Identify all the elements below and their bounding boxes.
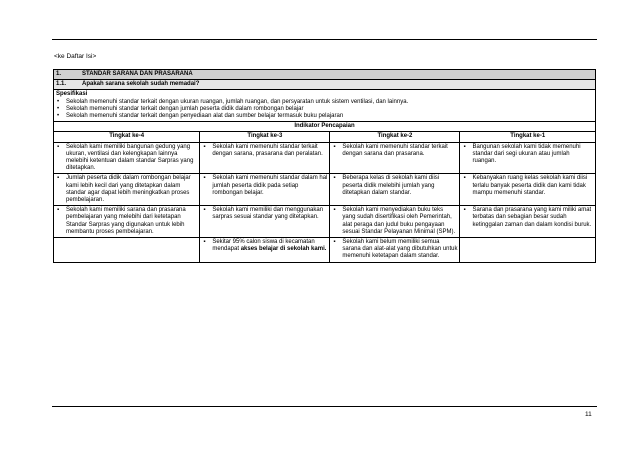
indicator-cell: ▪ Sekolah kami memiliki sarana dan prasarana pembelajaran yang melebihi dari ketetapan Standar Sarpras yang digunakan untuk lebih membantu proses pembelajaran. [57,207,186,235]
indicator-cell: ▪ Bangunan sekolah kami tidak memenuhi standar dari segi ukuran atau jumlah ruangan. [463,143,581,165]
table-row [54,142,596,174]
indicator-cell: ▪ Sekolah kami menyediakan buku teks yang sudah disertifikasi oleh Pemerintah, alat peraga dan judul buku pengayaan sesuai Standar Pelayanan Minimal (SPM). [333,207,456,235]
question-header [54,80,596,90]
spesifikasi-item: • Sekolah memenuhi standar terkait dengan jumlah peserta didik dalam rombongan belajar [57,105,304,112]
indicator-cell: ▪ Kebanyakan ruang kelas sekolah kami diisi terlalu banyak peserta didik dan kami tidak mampu memenuhi standar. [463,175,588,196]
level-header: Tingkat ke-1 [460,132,596,142]
section-title: STANDAR SARANA DAN PRASARANA [82,71,193,77]
table-row [54,238,596,263]
question-title: Apakah sarana sekolah sudah memadai? [82,81,200,88]
section-header [54,70,596,80]
indicator-cell: ▪ Sekolah kami memenuhi standar terkait dengan sarana, prasarana dan peralatan. [203,143,323,157]
level-header: Tingkat ke-4 [54,132,200,142]
question-number: 1.1. [56,81,67,88]
indicator-cell: ▪ Jumlah peserta didik dalam rombongan belajar kami lebih kecil dari yang ditetapkan dalam standar agar dapat lebih meningkatkan proses pembelajaran. [57,175,191,204]
empty-cell [54,238,200,263]
indicator-cell: ▪ Sekolah kami memiliki bangunan gedung yang ukuran, ventilasi dan kelengkapan lainnya melebihi ketentuan dalam standar Sarpras yang ditetapkan. [57,143,194,172]
indikator-title: Indikator Pencapaian [54,122,596,132]
standards-table [53,69,596,263]
table-of-contents-link[interactable]: <ke Daftar Isi> [54,53,97,60]
spesifikasi-item: • Sekolah memenuhi standar terkait dengan ukuran ruangan, jumlah ruangan, dan persyaratan untuk sistem ventilasi, dan lainnya. [57,98,409,105]
level-header: Tingkat ke-3 [200,132,330,142]
header-rule [52,39,597,40]
section-number: 1. [56,71,62,77]
footer-rule [52,406,597,407]
indicator-cell: ▪ Sekolah kami belum memiliki semua sarana dan alat-alat yang dibutuhkan untuk memenuhi ketetapan dalam standar. [333,239,458,260]
level-header: Tingkat ke-2 [330,132,460,142]
indicator-cell: ▪ Beberapa kelas di sekolah kami diisi peserta didik melebihi jumlah yang ditetapkan dalam standar. [333,175,440,196]
indicator-cell: ▪ Sekitar 95% calon siswa di kecamatan mendapat akses belajar di sekolah kami. [203,239,327,253]
indicator-cell: ▪ Sekolah kami memenuhi standar dalam hal jumlah peserta didik pada setiap rombongan belajar. [203,175,328,196]
empty-cell [460,238,596,263]
indicator-cell: ▪ Sekolah kami memenuhi standar terkait dengan sarana dan prasarana. [333,143,448,157]
table-row [54,174,596,206]
table-row [54,206,596,238]
spesifikasi-label: Spesifikasi [56,91,88,98]
spesifikasi-cell [54,90,596,122]
indicator-cell: ▪ Sarana dan prasarana yang kami miliki amat terbatas dan sebagian besar sudah ketinggalan zaman dan dalam kondisi buruk. [463,207,592,228]
page-number: 11 [585,411,592,418]
spesifikasi-item: • Sekolah memenuhi standar terkait dengan penyediaan alat dan sumber belajar termasuk buku pelajaran [57,113,344,120]
indicator-cell: ▪ Sekolah kami memiliki dan menggunakan sarpras sesuai standar yang ditetapkan. [203,207,324,221]
